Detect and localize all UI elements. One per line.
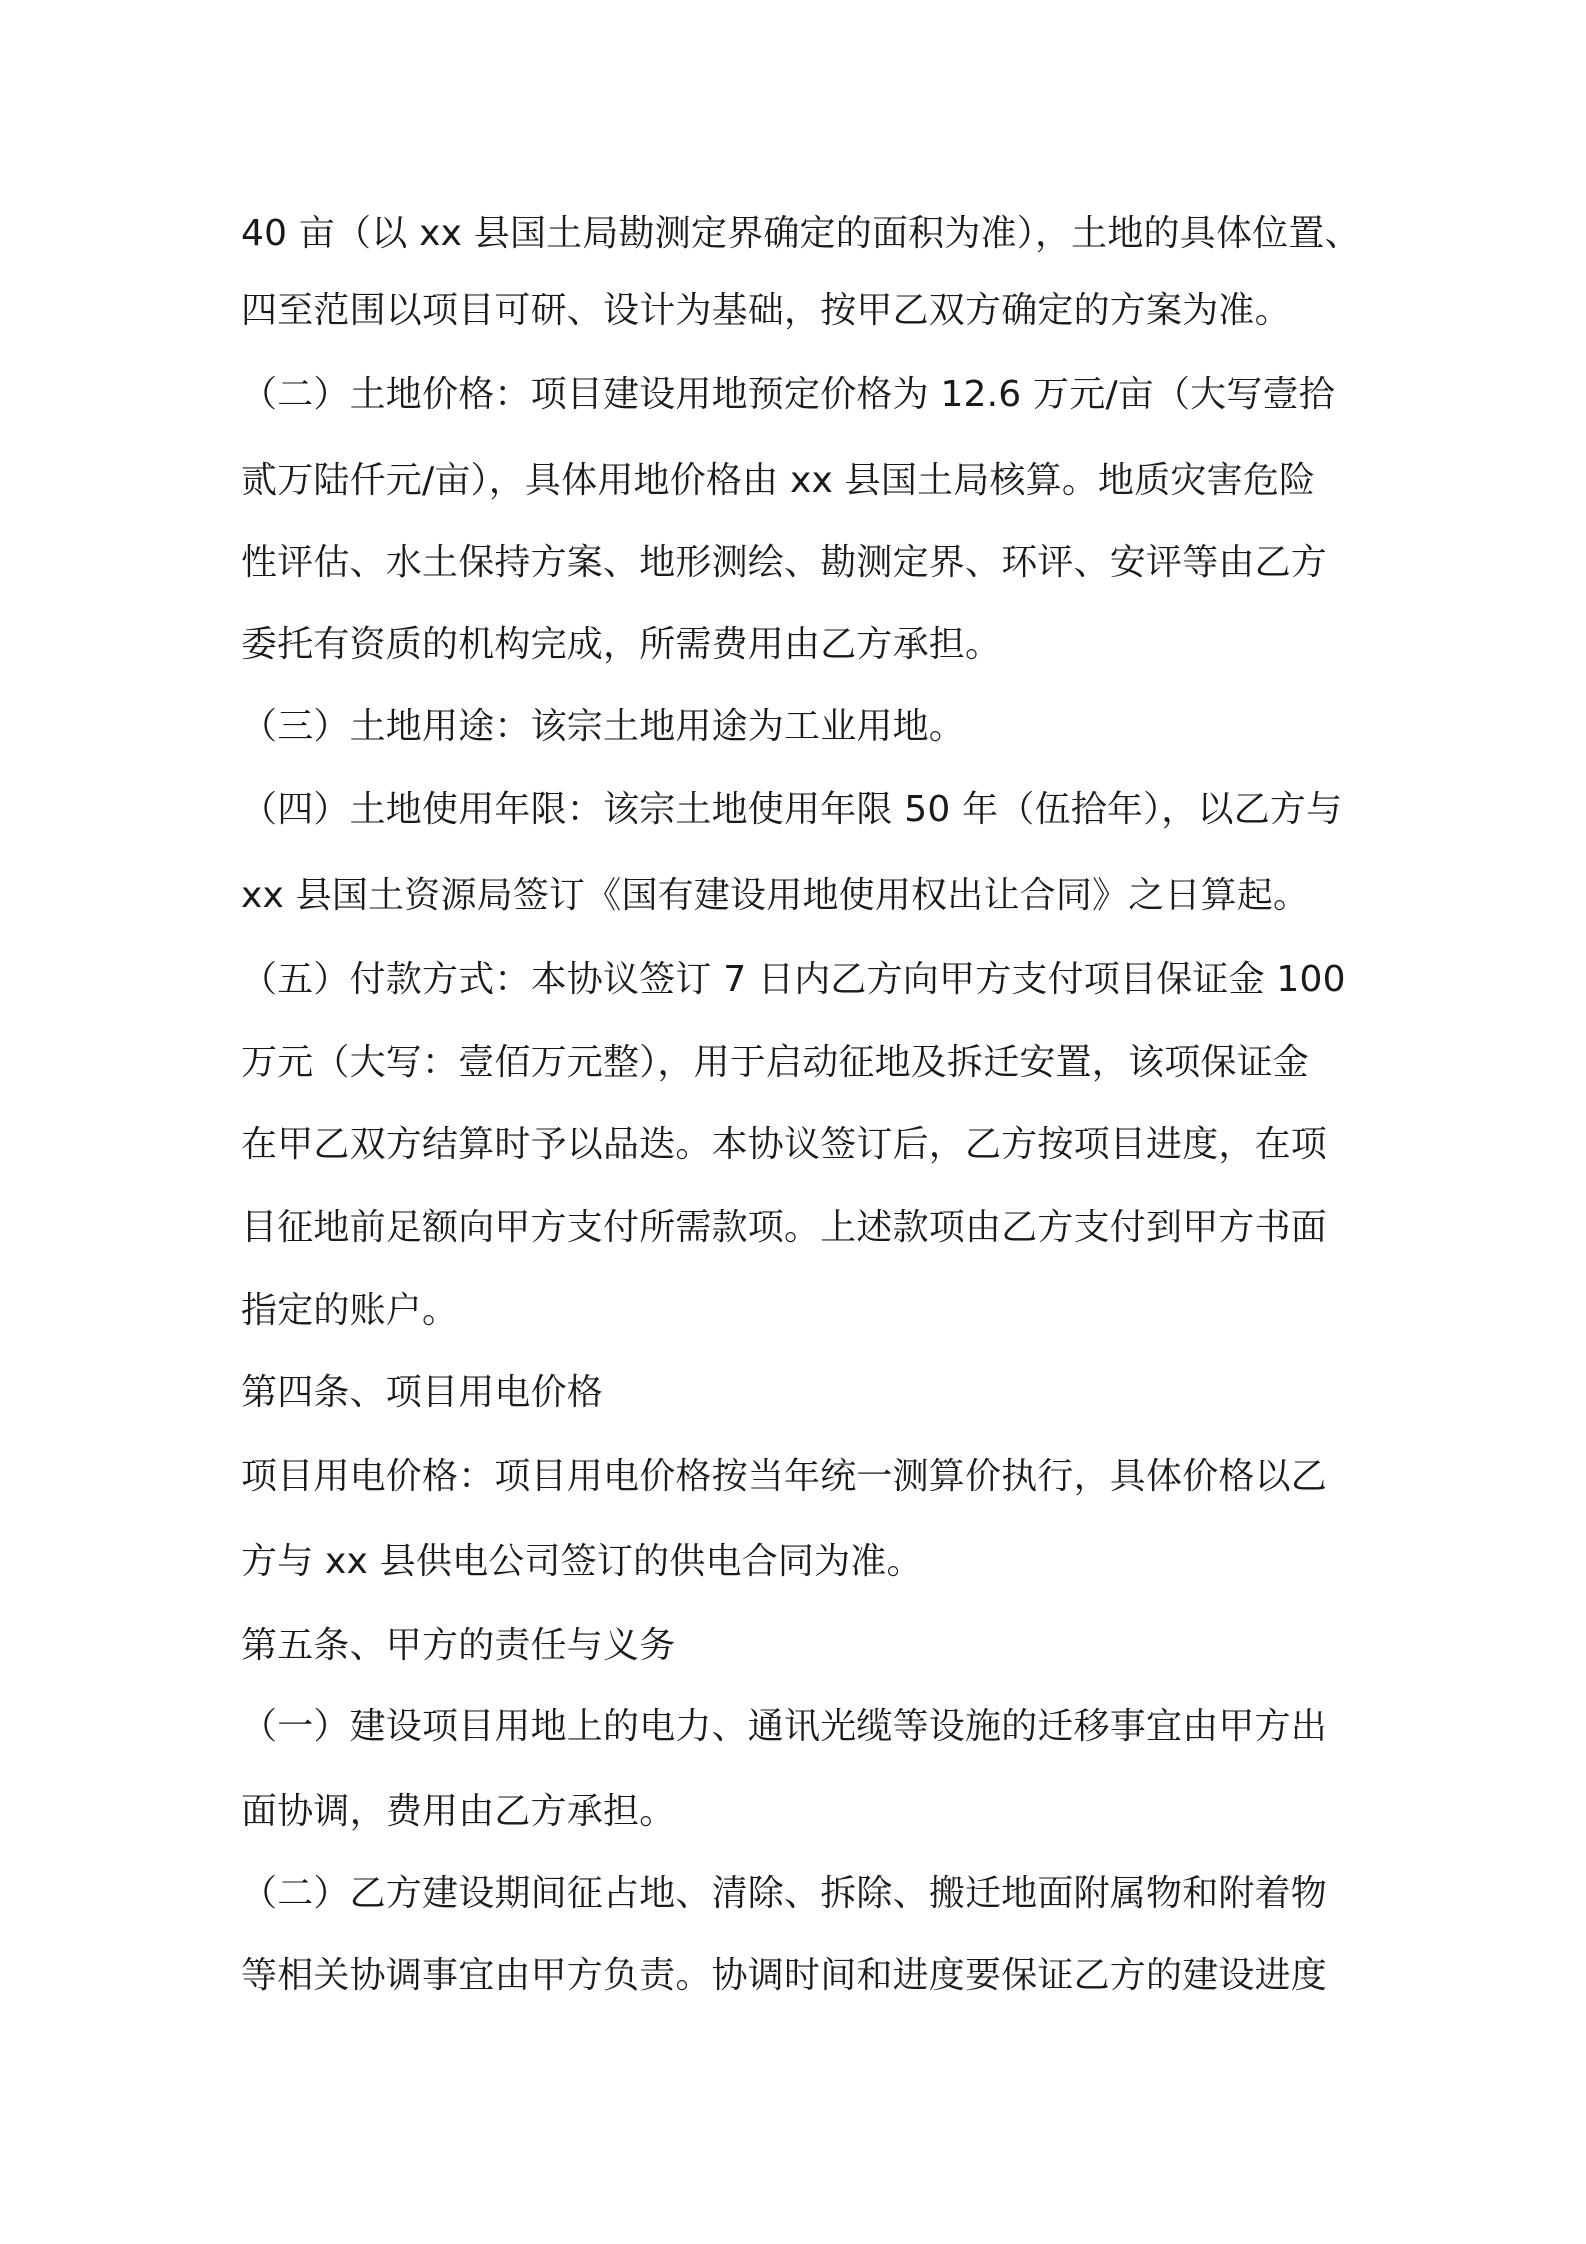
text-line: 项目用电价格：项目用电价格按当年统一测算价执行，具体价格以乙 — [241, 1456, 1328, 1497]
text-line: 等相关协调事宜由甲方负责。协调时间和进度要保证乙方的建设进度 — [241, 1955, 1328, 1996]
text-line: 方与 xx 县供电公司签订的供电合同为准。 — [241, 1541, 923, 1582]
section-heading: 第五条、甲方的责任与义务 — [241, 1625, 676, 1666]
text-line: 40 亩（以 xx 县国土局勘测定界确定的面积为准），土地的具体位置、 — [241, 213, 1361, 254]
text-line: 贰万陆仟元/亩），具体用地价格由 xx 县国土局核算。地质灾害危险 — [241, 460, 1316, 501]
text-line: （二）乙方建设期间征占地、清除、拆除、搬迁地面附属物和附着物 — [241, 1873, 1328, 1914]
text-line: （二）土地价格：项目建设用地预定价格为 12.6 万元/亩（大写壹拾 — [241, 374, 1335, 415]
text-line: 委托有资质的机构完成，所需费用由乙方承担。 — [241, 624, 1002, 665]
text-line: 在甲乙双方结算时予以品迭。本协议签订后，乙方按项目进度，在项 — [241, 1124, 1328, 1165]
text-line: （三）土地用途：该宗土地用途为工业用地。 — [241, 706, 966, 747]
section-heading: 第四条、项目用电价格 — [241, 1372, 604, 1413]
text-line: 四至范围以项目可研、设计为基础，按甲乙双方确定的方案为准。 — [241, 290, 1291, 331]
text-line: （一）建设项目用地上的电力、通讯光缆等设施的迁移事宜由甲方出 — [241, 1706, 1328, 1747]
text-line: 万元（大写：壹佰万元整），用于启动征地及拆迁安置，该项保证金 — [241, 1042, 1310, 1083]
text-line: 性评估、水土保持方案、地形测绘、勘测定界、环评、安评等由乙方 — [241, 542, 1328, 583]
text-line: （四）土地使用年限：该宗土地使用年限 50 年（伍拾年），以乙方与 — [241, 789, 1343, 830]
text-line: 指定的账户。 — [241, 1290, 459, 1331]
text-line: xx 县国土资源局签订《国有建设用地使用权出让合同》之日算起。 — [241, 875, 1310, 916]
text-line: （五）付款方式：本协议签订 7 日内乙方向甲方支付项目保证金 100 — [241, 959, 1346, 1000]
text-line: 目征地前足额向甲方支付所需款项。上述款项由乙方支付到甲方书面 — [241, 1207, 1328, 1248]
text-line: 面协调，费用由乙方承担。 — [241, 1791, 676, 1832]
